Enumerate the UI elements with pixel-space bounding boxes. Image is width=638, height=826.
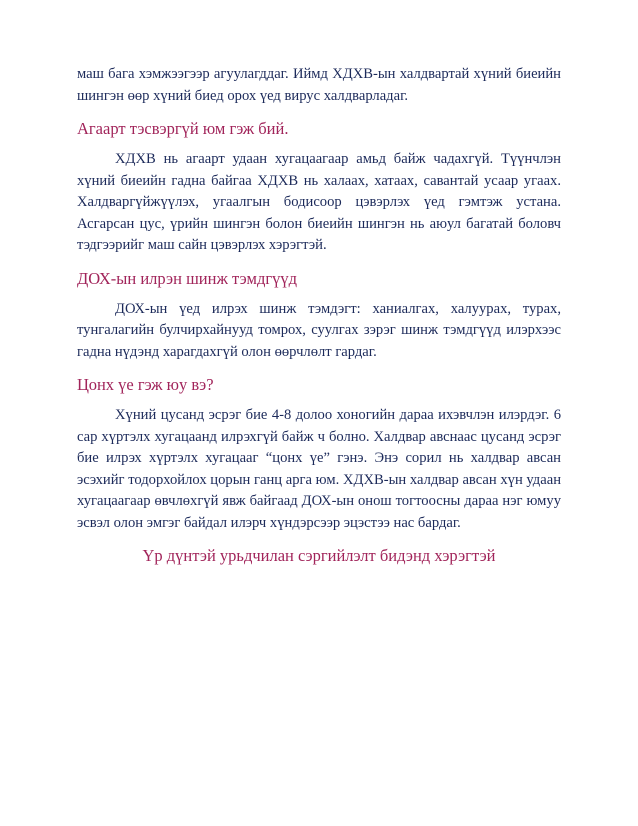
section-heading-air-resistance: Агаарт тэсвэргүй юм гэж бий. (77, 119, 289, 138)
intro-paragraph: маш бага хэмжээгээр агуулагддаг. Иймд ХДХВ-ын халдвартай хүний биеийн шингэн өөр хүний биед орох үед вирус халдварладаг. (77, 66, 561, 104)
closing-slogan: Үр дүнтэй урьдчилан сэргийлэлт бидэнд хэрэгтэй (142, 546, 496, 565)
section-body-window-period: Хүний цусанд эсрэг бие 4-8 долоо хоногийн дараа ихэвчлэн илэрдэг. 6 сар хүртэлх хугацаанд илрэхгүй байж ч болно. Халдвар авснаас цусанд эсрэг бие илрэх хүртэлх хугацааг “цонх үе” гэнэ. Энэ сорил нь халдвар авсан эсэхийг тодорхойлох цорын ганц арга юм. ХДХВ-ын халдвар авсан хүн удаан хугацаагаар өвчлөхгүй явж байгаад ДОХ-ын онош тогтоосны дараа нэг юмуу эсвэл олон эмгэг байдал илэрч хүндэрсээр эцэстээ нас бардаг. (77, 407, 561, 531)
section-heading-aids-symptoms: ДОХ-ын илрэн шинж тэмдгүүд (77, 268, 298, 288)
section-body-air-resistance: ХДХВ нь агаарт удаан хугацаагаар амьд байж чадахгүй. Түүнчлэн хүний биеийн гадна байгаа ХДХВ нь халаах, хатаах, савантай усаар угаах. Халдваргүйжүүлэх, угаалгын бодисоор цэвэрлэх үед гэмтэж устана. Асгарсан цус, үрийн шингэн болон биеийн шингэн нь аюул багатай боловч тэдгээрийг маш сайн цэвэрлэх хэрэгтэй. (77, 151, 561, 253)
document-page (77, 64, 561, 566)
section-body-aids-symptoms: ДОХ-ын үед илрэх шинж тэмдэгт: ханиалгах, халуурах, турах, тунгалагийн булчирхайнууд томрох, суулгах зэрэг шинж тэмдгүүд илэрхээс гадна нүдэнд харагдахгүй олон өөрчлөлт гардаг. (77, 300, 561, 360)
section-heading-window-period: Цонх үе гэж юу вэ? (77, 375, 214, 394)
